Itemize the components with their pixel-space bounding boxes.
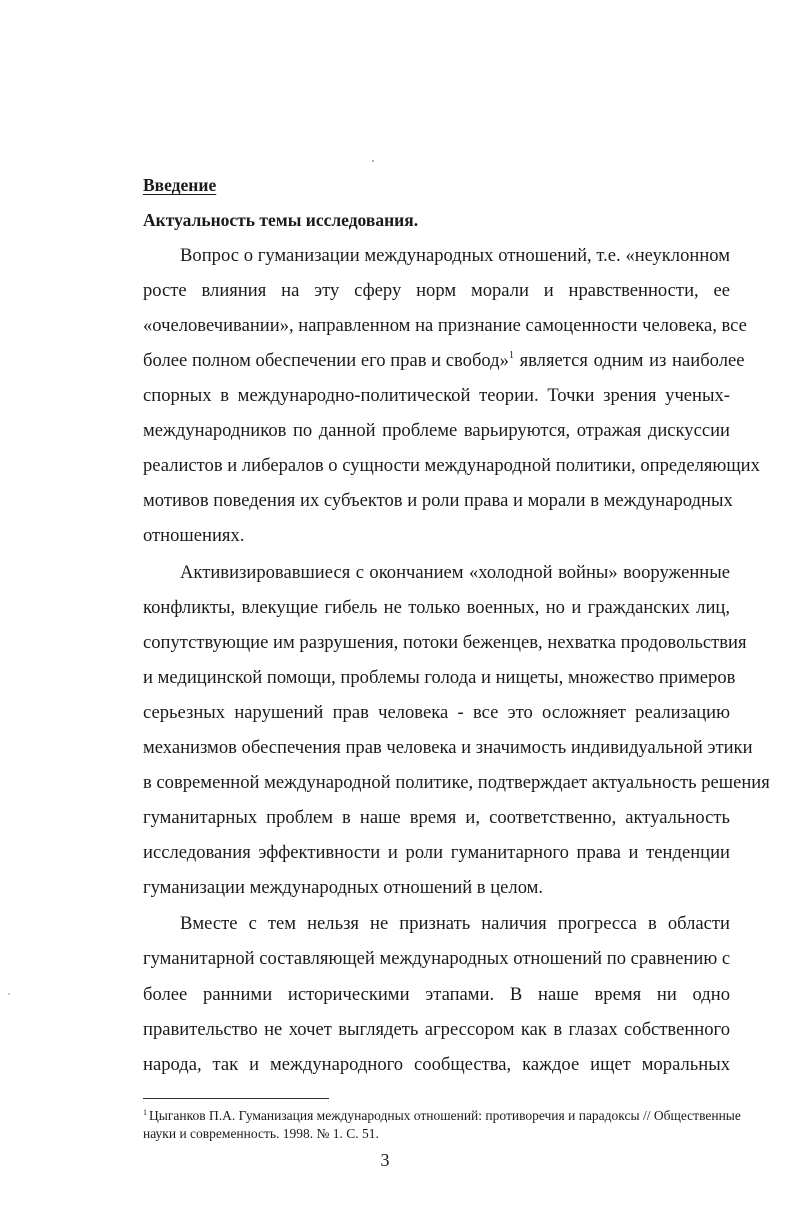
text-line: Вопрос о гуманизации международных отношений, т.е. «неуклонном [180,245,730,266]
footnote-reference[interactable]: 1 [508,350,514,361]
text-line: Вместе с тем нельзя не признать наличия прогресса в области [180,913,730,934]
text-line: реалистов и либералов о сущности международной политики, определяющих [143,455,760,476]
text-line: спорных в международно-политической теории. Точки зрения ученых- [143,385,730,406]
page-number: 3 [380,1150,390,1170]
footnote-separator [143,1098,329,1099]
text-line: международников по данной проблеме варьируются, отражая дискуссии [143,420,730,441]
text-line: правительство не хочет выглядеть агрессором как в глазах собственного [143,1019,730,1040]
text-line: сопутствующие им разрушения, потоки беженцев, нехватка продовольствия [143,632,747,653]
section-title: Введение [143,175,217,195]
text-line: и медицинской помощи, проблемы голода и нищеты, множество примеров [143,667,736,688]
text-line: «очеловечивании», направленном на признание самоценности человека, все [143,315,747,336]
text-line: росте влияния на эту сферу норм морали и нравственности, ее [143,280,730,301]
footnote-text: Цыганков П.А. Гуманизация международных отношений: противоречия и парадоксы // Общественные [149,1108,741,1123]
text-line: мотивов поведения их субъектов и роли права и морали в международных [143,490,733,511]
footnote-line-2: науки и современность. 1998. № 1. С. 51. [143,1126,379,1141]
scan-speck [372,160,374,162]
scan-speck [8,993,10,995]
text-line: серьезных нарушений прав человека - все это осложняет реализацию [143,702,730,723]
text-segment: является одним из наиболее [513,350,745,371]
text-segment: более полном обеспечении его прав и свобод» [143,350,509,371]
text-line: Активизировавшиеся с окончанием «холодной войны» вооруженные [180,562,730,583]
text-line: исследования эффективности и роли гуманитарного права и тенденции [143,842,730,863]
text-line: конфликты, влекущие гибель не только военных, но и гражданских лиц, [143,597,730,618]
text-line: гуманизации международных отношений в целом. [143,877,544,898]
text-line: гуманитарных проблем в наше время и, соответственно, актуальность [143,807,730,828]
text-line: гуманитарной составляющей международных отношений по сравнению с [143,948,731,969]
text-line-with-footnote [143,350,745,372]
text-line: более ранними историческими этапами. В наше время ни одно [143,984,730,1005]
text-line: в современной международной политике, подтверждает актуальность решения [143,772,770,793]
footnote-mark: 1 [143,1108,147,1117]
text-line: отношениях. [143,525,245,546]
text-line: механизмов обеспечения прав человека и значимость индивидуальной этики [143,737,753,758]
subsection-title: Актуальность темы исследования. [143,210,419,230]
text-line: народа, так и международного сообщества, каждое ищет моральных [143,1054,730,1075]
footnote-line-1 [143,1108,741,1123]
